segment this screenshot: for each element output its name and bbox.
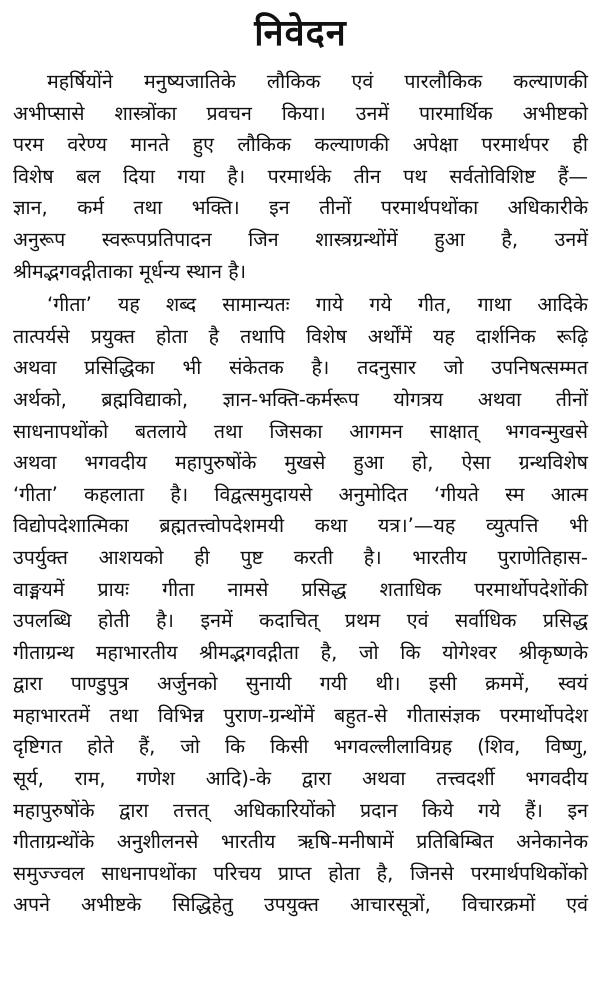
text-line: दृष्टिगत होते हैं, जो कि किसी भगवल्लीलाविग्रह (शिव, विष्णु, [13, 735, 588, 759]
text-line: महर्षियोंने मनुष्यजातिके लौकिक एवं पारलौकिक कल्याणकी [47, 70, 588, 93]
text-line: अथवा भगवदीय महापुरुषोंके मुखसे हुआ हो, ऐसा ग्रन्थविशेष [13, 451, 588, 475]
paragraph-1 [13, 66, 588, 287]
text-line: ‘गीता’ यह शब्द सामान्यतः गाये गये गीत, गाथा आदिके [47, 293, 588, 317]
paragraph-2 [13, 289, 588, 921]
text-line: अपने अभीष्टके सिद्धिहेतु उपयुक्त आचारसूत्रों, विचारक्रमों एवं [13, 893, 588, 917]
text-line: विशेष बल दिया गया है। परमार्थके तीन पथ सर्वतोविशिष्ट हैं— [13, 164, 588, 188]
text-line: अर्थको, ब्रह्मविद्याको, ज्ञान-भक्ति-कर्मरूप योगत्रय अथवा तीनों [13, 387, 588, 411]
text-line: अनुरूप स्वरूपप्रतिपादन जिन शास्त्रग्रन्थोंमें हुआ है, उनमें [13, 227, 588, 251]
text-line: तात्पर्यसे प्रयुक्त होता है तथापि विशेष अर्थोंमें यह दार्शनिक रूढ़ि [13, 324, 588, 348]
text-line: विद्योपदेशात्मिका ब्रह्मतत्त्वोपदेशमयी कथा यत्र।’—यह व्युत्पत्ति भी [13, 514, 588, 538]
text-line: सूर्य, राम, गणेश आदि)-के द्वारा अथवा तत्त्वदर्शी भगवदीय [13, 767, 588, 791]
page-title: निवेदन [254, 13, 347, 54]
text-line: महाभारतमें तथा विभिन्न पुराण-ग्रन्थोंमें बहुत-से गीतासंज्ञक परमार्थोपदेश [13, 703, 588, 727]
text-line: गीताग्रन्थोंके अनुशीलनसे भारतीय ऋषि-मनीषामें प्रतिबिम्बित अनेकानेक [13, 830, 588, 854]
text-line: द्वारा पाण्डुपुत्र अर्जुनको सुनायी गयी थी। इसी क्रममें, स्वयं [13, 672, 588, 696]
text-line: ‘गीता’ कहलाता है। विद्वत्समुदायसे अनुमोदित ‘गीयते स्म आत्म [13, 482, 588, 506]
text-line: वाङ्मयमें प्रायः गीता नामसे प्रसिद्ध शताधिक परमार्थोपदेशोंकी [13, 577, 588, 601]
text-line: अभीप्सासे शास्त्रोंका प्रवचन किया। उनमें पारमार्थिक अभीष्टको [13, 101, 588, 125]
text-line: उपर्युक्त आशयको ही पुष्ट करती है। भारतीय पुराणेतिहास- [13, 545, 588, 569]
text-line: गीताग्रन्थ महाभारतीय श्रीमद्भगवद्गीता है, जो कि योगेश्वर श्रीकृष्णके [13, 640, 588, 664]
text-line: श्रीमद्भगवद्गीताका मूर्धन्य स्थान है। [13, 259, 247, 283]
text-line: अथवा प्रसिद्धिका भी संकेतक है। तदनुसार जो उपनिषत्सम्मत [13, 356, 588, 380]
text-line: परम वरेण्य मानते हुए लौकिक कल्याणकी अपेक्षा परमार्थपर ही [13, 133, 588, 157]
text-line: उपलब्धि होती है। इनमें कदाचित् प्रथम एवं सर्वाधिक प्रसिद्ध [13, 609, 588, 633]
text-line: साधनापथोंको बतलाये तथा जिसका आगमन साक्षात् भगवन्मुखसे [13, 419, 588, 443]
text-line: महापुरुषोंके द्वारा तत्तत् अधिकारियोंको प्रदान किये गये हैं। इन [13, 798, 588, 822]
text-line: ज्ञान, कर्म तथा भक्ति। इन तीनों परमार्थपथोंका अधिकारीके [13, 196, 588, 220]
text-line: समुज्ज्वल साधनापथोंका परिचय प्राप्त होता है, जिनसे परमार्थपथिकोंको [13, 861, 588, 885]
